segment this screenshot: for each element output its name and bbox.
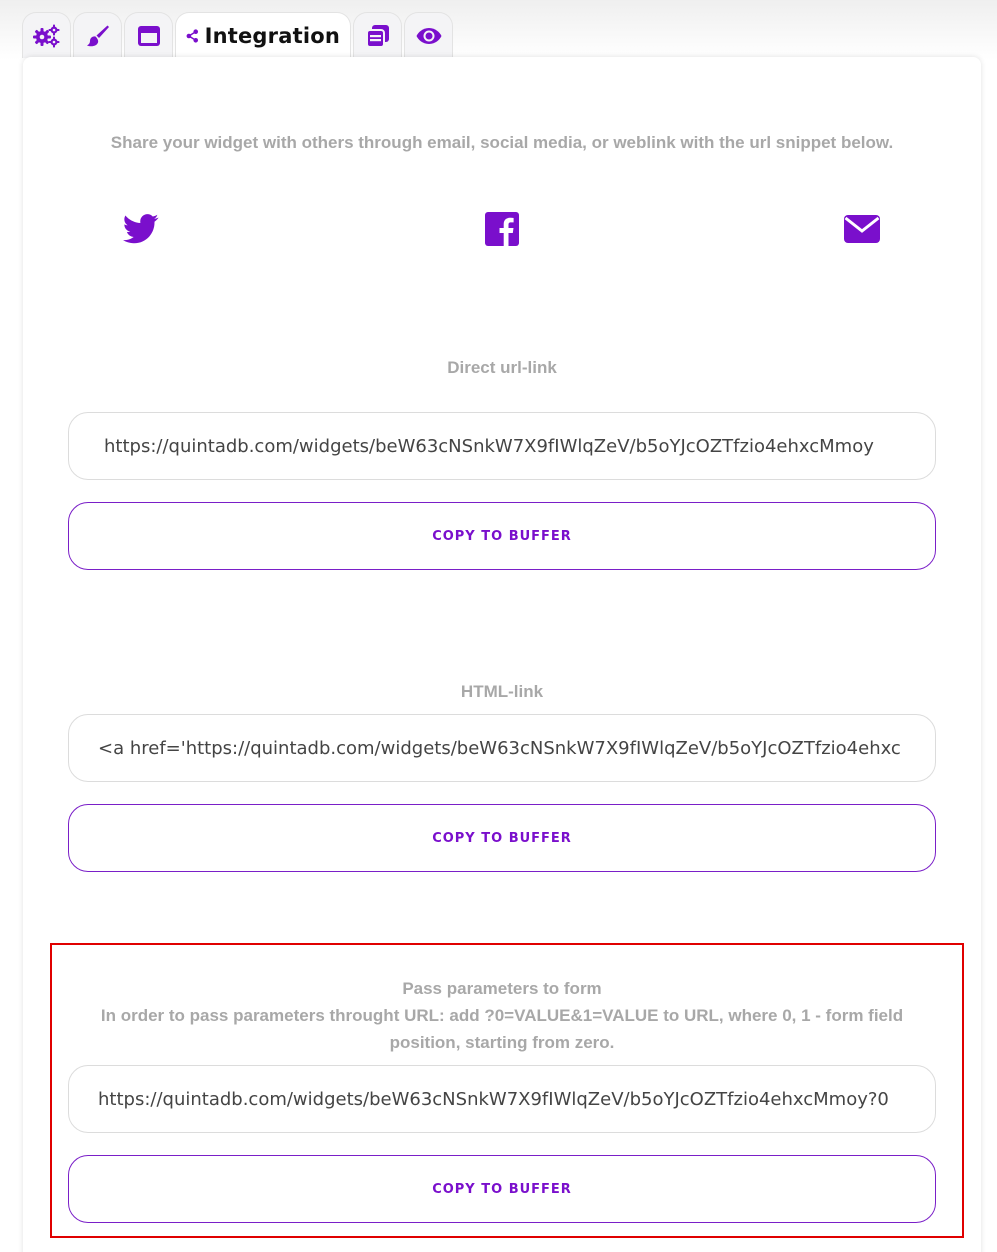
eye-icon <box>416 27 442 45</box>
params-link-input[interactable] <box>68 1065 936 1133</box>
html-link-value: <a href='https://quintadb.com/widgets/beW63cNSnkW7X9fIWlqZeV/b5oYJcOZTfzio4ehxc <box>98 737 901 759</box>
tab-copy[interactable] <box>353 12 402 58</box>
tab-preview[interactable] <box>404 12 453 58</box>
tab-design[interactable] <box>73 12 122 58</box>
share-icon <box>186 24 199 48</box>
copy-icon <box>366 24 390 48</box>
facebook-icon <box>485 212 519 246</box>
tab-layout[interactable] <box>124 12 173 58</box>
params-link-value: https://quintadb.com/widgets/beW63cNSnkW7X9fIWlqZeV/b5oYJcOZTfzio4ehxcMmoy?0 <box>98 1088 889 1110</box>
email-icon <box>843 214 881 244</box>
facebook-share-button[interactable] <box>482 209 522 249</box>
direct-link-input[interactable] <box>68 412 936 480</box>
integration-panel <box>23 57 981 1252</box>
tab-integration-label: Integration <box>204 23 340 48</box>
copy-direct-link-button[interactable]: COPY TO BUFFER <box>68 502 936 570</box>
html-link-title: HTML-link <box>460 682 544 701</box>
twitter-icon <box>123 214 159 244</box>
tab-settings[interactable] <box>22 12 71 58</box>
direct-link-value: https://quintadb.com/widgets/beW63cNSnkW7X9fIWlqZeV/b5oYJcOZTfzio4ehxcMmoy <box>104 435 874 457</box>
share-description: Share your widget with others through email, social media, or weblink with the url snippet below. <box>110 133 894 152</box>
window-icon <box>137 25 161 47</box>
brush-icon <box>86 24 110 48</box>
gears-icon <box>33 24 61 48</box>
email-share-button[interactable] <box>842 209 882 249</box>
tab-bar <box>22 12 453 58</box>
copy-params-link-button[interactable]: COPY TO BUFFER <box>68 1155 936 1223</box>
tab-integration[interactable] <box>175 12 351 58</box>
twitter-share-button[interactable] <box>121 209 161 249</box>
copy-html-link-button[interactable]: COPY TO BUFFER <box>68 804 936 872</box>
direct-link-title: Direct url-link <box>447 358 557 377</box>
params-title: Pass parameters to form <box>402 979 602 998</box>
html-link-input[interactable] <box>68 714 936 782</box>
params-description: In order to pass parameters throught URL: add ?0=VALUE&1=VALUE to URL, where 0, 1 - form field position, starting from zero. <box>100 1006 904 1052</box>
